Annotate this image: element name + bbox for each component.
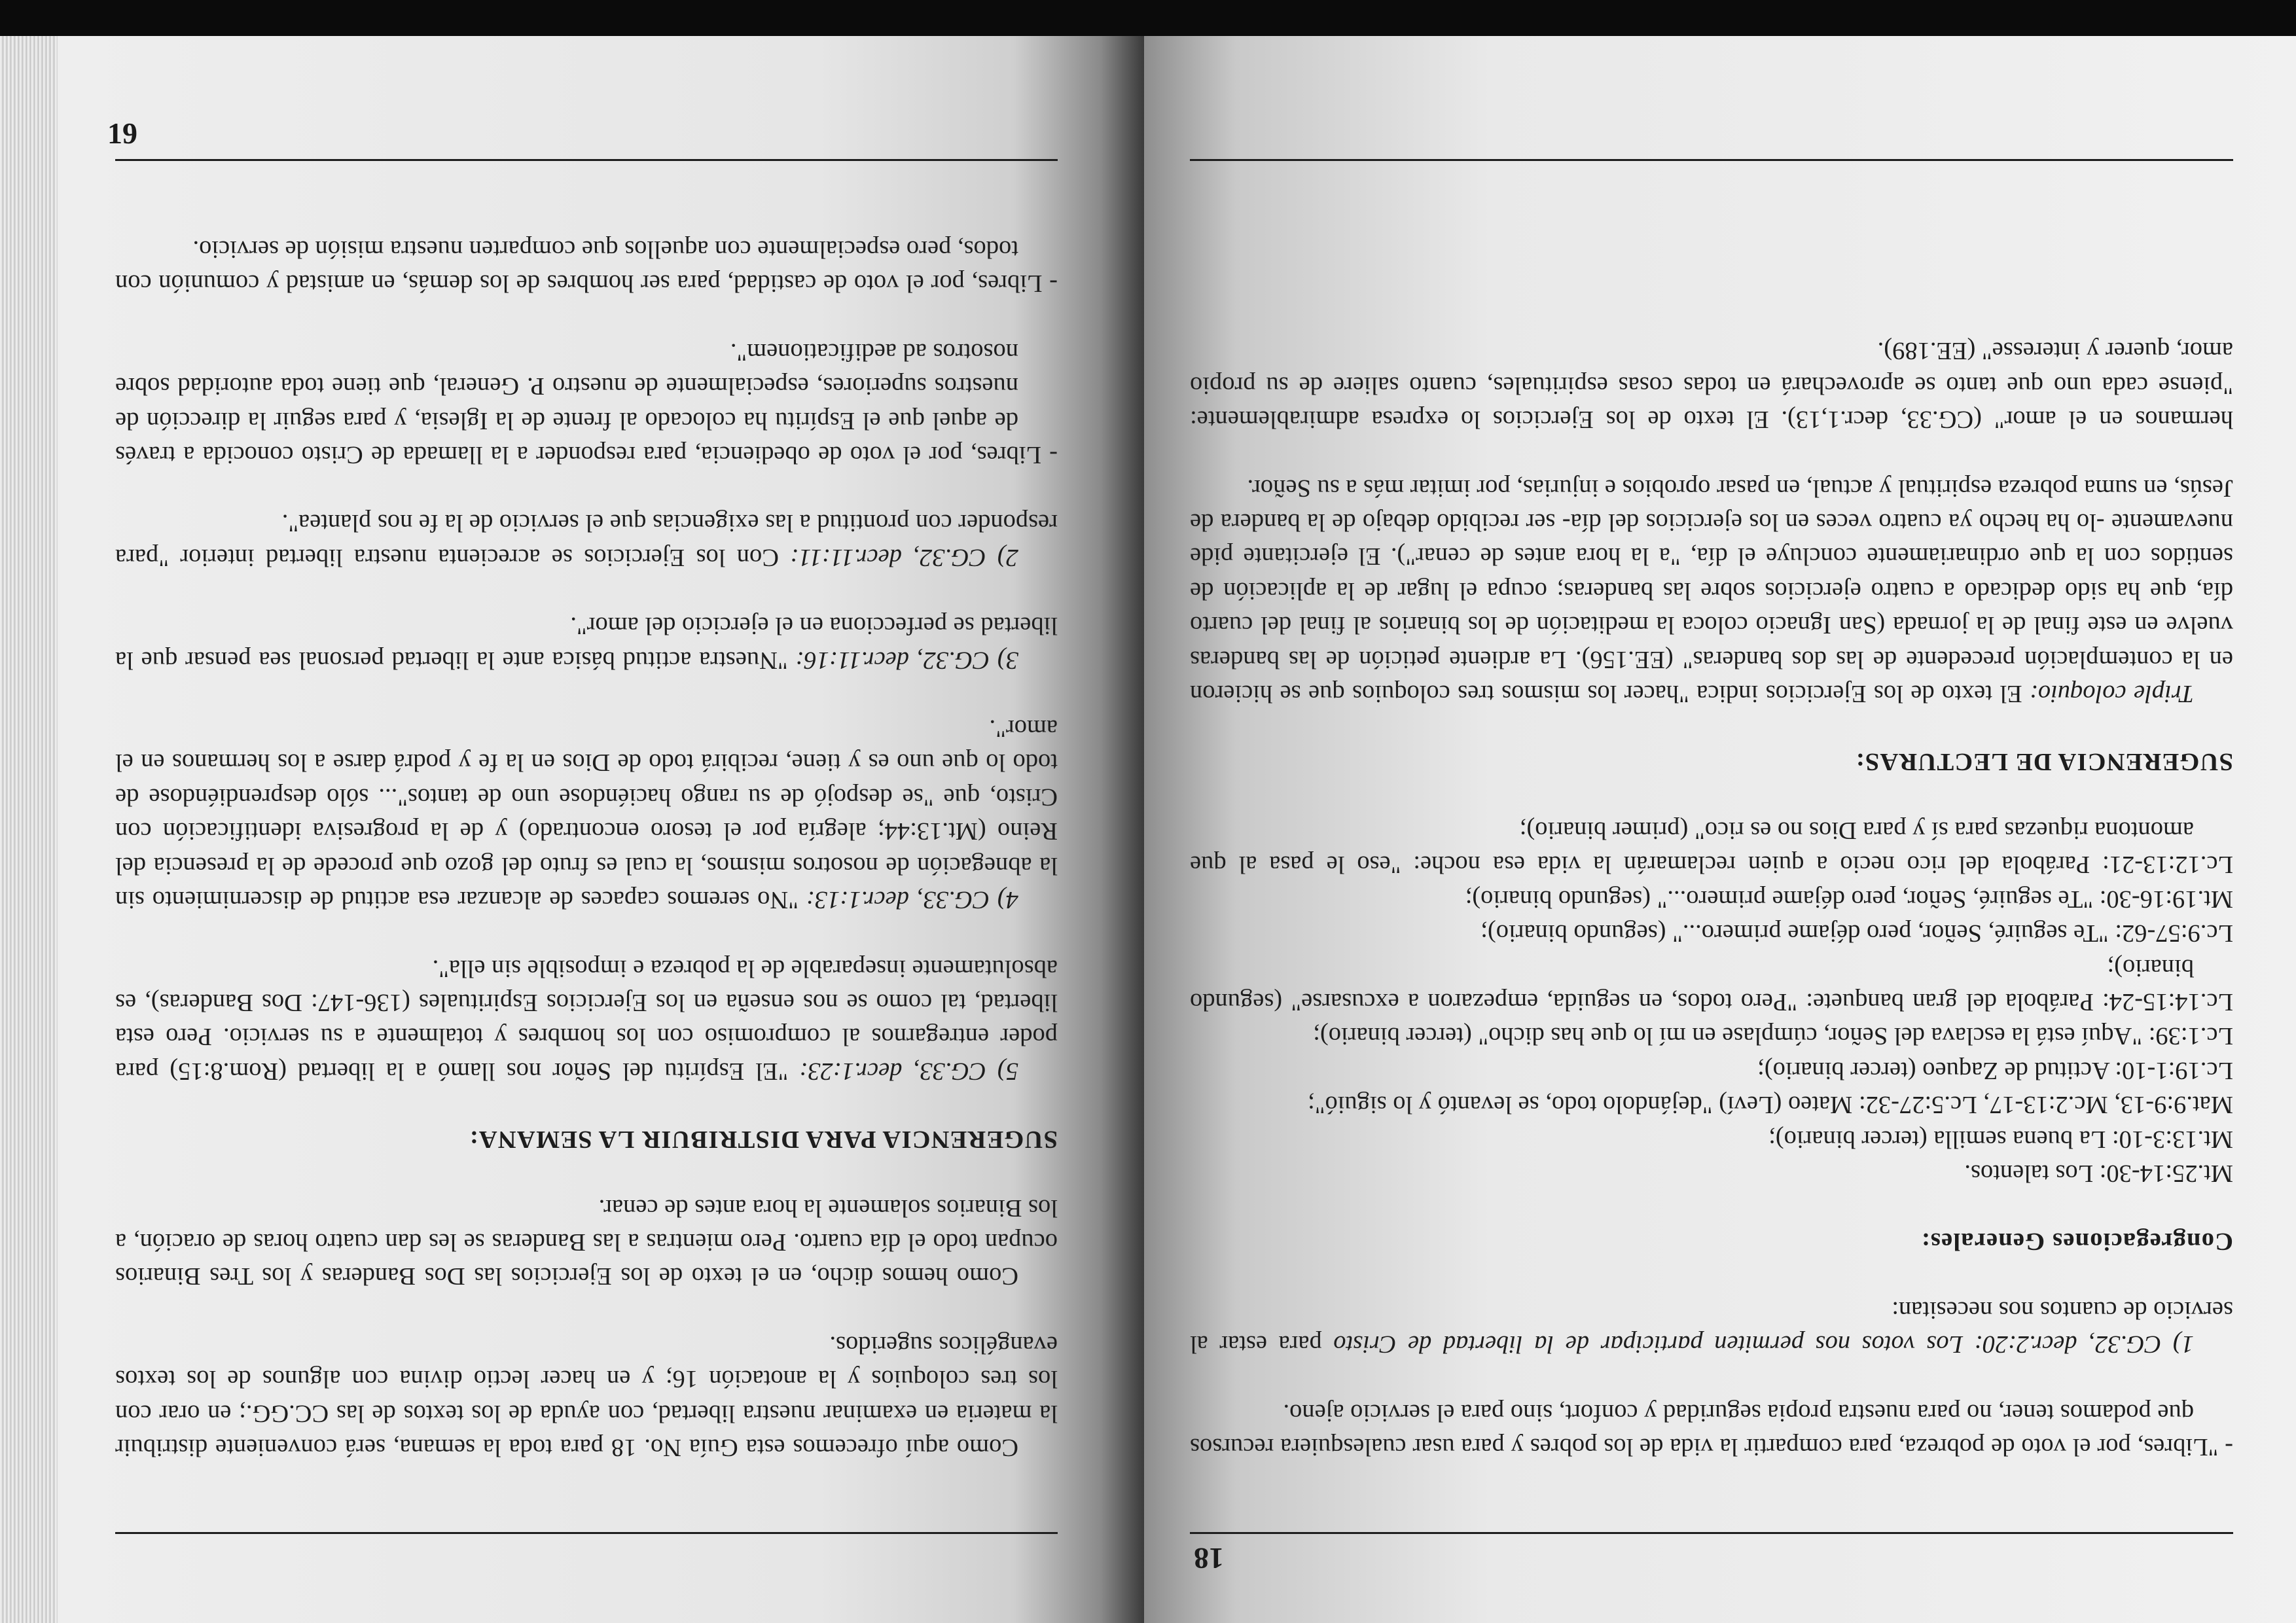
ref-lead: 4) CG.33, decr.1:13: (806, 886, 1018, 914)
section-heading: Congregaciones Generales: (1920, 1228, 2233, 1256)
reading-item: Mt.25:14-30: Los talentos. (1964, 1159, 2233, 1187)
ref-lead: 2) CG.32, decr.11:11: (790, 543, 1018, 571)
reading-item: Lc.14:15-24: Parábola del gran banquete: "Pero todos, en seguida, empezaron a excusarse" (segundo binario); (1190, 954, 2233, 1016)
open-book (58, 36, 2296, 1623)
body-paragraph: El texto de los Ejercicios indica "hacer los mismos tres coloquios que se hicieron en la contemplación precedente de las dos banderas" (EE.156). La ardiente petición de las banderas vuelve en este final de la jornada (San Ignacio coloca la meditación de los binarios al final del cuarto día, que ha sido dedicado a cuatro ejercicios sobre las banderas; ocupa el lugar de la aplicación de sentidos con la que ordinariamente concluye el día, "a la hora antes de cenar"). El ejercitante pide nuevamente -lo ha hecho ya cuatro veces en los ejercicios del día- ser recibido debajo de la bandera de Jesús, en suma pobreza espiritual y actual, en pasar oprobios e injurias, por imitar más a su Señor. (1190, 474, 2233, 708)
ref-lead: 1) CG.32, decr.2:20: Los votos nos permiten participar de la libertad de Cristo (1333, 1330, 2194, 1359)
vow-paragraph: - Libres, por el voto de obediencia, para responder a la llamada de Cristo conocida a través de aquel que el Espíritu ha colocado al frente de la Iglesia, y para seguir la dirección de nuestros superiores, especialmente de nuestro P. General, que tiene toda autoridad sobre nosotros ad aedificationem". (115, 338, 1058, 469)
top-rule (115, 1532, 1058, 1534)
body-paragraph: Como hemos dicho, en el texto de los Ejercicios las Dos Banderas y los Tres Binarios ocupan todo el día cuarto. Pero mientras a las Banderas se les dan cuatro horas de oración, a los Binarios solamente la hora antes de cenar. (115, 1194, 1058, 1291)
ref-paragraph: "No seremos capaces de alcanzar esa actitud de discernimiento sin la abnegación de nosotros mismos, la cual es fruto del gozo que procede de la presencia del Reino (Mt.13:44; alegría por el tesoro encontrado) y de la progresiva identificación con Cristo, que "se despojó de su rango haciéndose uno de tantos"... sólo desprendiéndose de todo lo que uno es y tiene, recibirá todo de Dios en la fe y podrá darse a los hermanos en el amor". (115, 715, 1058, 914)
reading-item: Lc.19:1-10: Actitud de Zaqueo (tercer binario); (1757, 1056, 2233, 1084)
top-rule (1190, 1532, 2233, 1534)
page-19 (58, 36, 1144, 1623)
body-paragraph: hermanos en el amor" (CG.33, decr.1,13). El texto de los Ejercicios lo expresa admirablemente: "piense cada uno que tanto se aprovechará en todas cosas espirituales, cuanto saliere de su propio amor, querer y interesse" (EE.189). (1190, 337, 2233, 434)
paragraph-lead: Triple coloquio: (2030, 680, 2194, 708)
reading-item: Lc.12:13-21: Parábola del rico necio a quien reclamarán la vida esa noche: "eso le pasa al que amontona riquezas para sí y para Dios no es rico" (primer binario); (1190, 816, 2233, 879)
ref-paragraph: - "Libres, por el voto de pobreza, para compartir la vida de los pobres y para usar cualesquiera recursos que podamos tener, no para nuestra propia seguridad y confort, sino para el servicio ajeno. (1190, 1399, 2233, 1461)
book-page-edges (0, 36, 58, 1623)
ref-paragraph: "El Espíritu del Señor nos llamó a la libertad (Rom.8:15) para poder entregarnos al compromiso con los hombres y totalmente a su servicio. Pero esta libertad, tal como se nos enseña en los Ejercicios Espirituales (136-147: Dos Banderas), es absolutamente inseparable de la pobreza e imposible sin ella". (115, 954, 1058, 1085)
reading-item: Lc.1:39: "Aquí está la esclava del Señor, cúmplase en mí lo que has dicho" (tercer binario); (1313, 1022, 2233, 1050)
section-heading: SUGERENCIA DE LECTURAS: (1855, 748, 2233, 776)
reading-item: Mt.13:3-10: La buena semilla (tercer binario); (1768, 1125, 2233, 1153)
bottom-rule (1190, 159, 2233, 161)
reading-item: Mat.9:9-13, Mc.2:13-17, Lc.5:27-32: Mateo (Leví) "dejándolo todo, se levantó y lo siguió"; (1308, 1091, 2233, 1119)
page-19-text (115, 232, 1058, 1465)
ref-lead: 5) CG.33, decr.1:23: (799, 1057, 1018, 1085)
body-paragraph: Como aquí ofrecemos esta Guía No. 18 para toda la semana, será conveniente distribuir la materia en examinar nuestra libertad, con ayuda de los textos de las CC.GG.; en orar con los tres coloquios y la anotación 16; y en hacer lectio divina con algunos de los textos evangélicos sugeridos. (115, 1330, 1058, 1461)
reading-item: Mt.19:16-30: "Te seguiré, Señor, pero déjame primero..." (segundo binario); (1465, 885, 2233, 913)
ref-paragraph: Con los Ejercicios se acrecienta nuestra libertad interior "para responder con prontitud a las exigencias que el servicio de la fe nos plantea". (115, 509, 1058, 571)
section-heading: SUGERENCIA PARA DISTRIBUIR LA SEMANA: (469, 1126, 1058, 1154)
page-18 (1144, 36, 2296, 1623)
page-18-text (1190, 334, 2233, 1464)
ref-lead: 3) CG.32, decr.11:16: (795, 646, 1018, 674)
page-number: 19 (107, 116, 137, 150)
page-number: 18 (1194, 1542, 1224, 1575)
reading-item: Lc.9:57-62: "Te seguiré, Señor, pero déjame primero..." (segundo binario); (1480, 919, 2233, 948)
bottom-rule (115, 159, 1058, 161)
ref-paragraph: para estar al servicio de cuantos nos necesitan: (1190, 1296, 2233, 1359)
vow-paragraph: - Libres, por el voto de castidad, para ser hombres de los demás, en amistad y comunión con todos, pero especialmente con aquellos que comparten nuestra misión de servicio. (115, 236, 1058, 298)
ref-paragraph: "Nuestra actitud básica ante la libertad personal sea pensar que la libertad se perfecciona en el ejercicio del amor". (115, 612, 1058, 674)
